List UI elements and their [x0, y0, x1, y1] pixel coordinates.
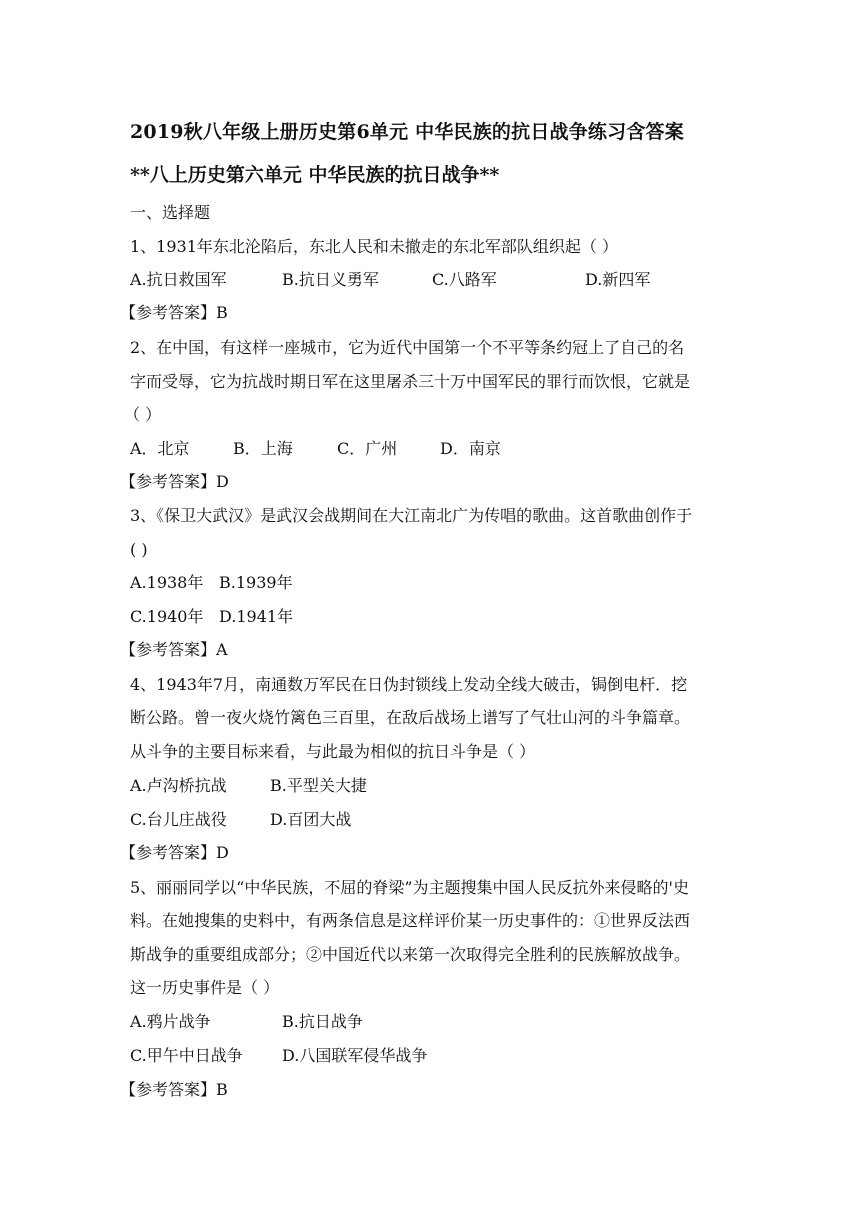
question-3-stem-line-1: 3、《保卫大武汉》是武汉会战期间在大江南北广为传唱的歌曲。这首歌曲创作于 — [130, 506, 693, 525]
question-4-stem-line-3: 从斗争的主要目标来看，与此最为相似的抗日斗争是（ ） — [130, 742, 536, 761]
answer-value: D — [216, 843, 229, 862]
answer-value: A — [216, 640, 228, 659]
question-2-answer — [120, 472, 229, 492]
question-4-answer — [120, 843, 229, 863]
question-3-option-d: D.1941年 — [219, 607, 294, 626]
question-2-stem-line-3: （ ） — [124, 405, 162, 424]
question-2-option-b: B．上海 — [233, 439, 293, 458]
question-1-option-a: A.抗日救国军 — [130, 270, 227, 289]
question-2-option-a: A．北京 — [130, 439, 190, 458]
question-1-option-d: D.新四军 — [585, 270, 651, 289]
question-5-option-d: D.八国联军侵华战争 — [282, 1046, 428, 1065]
question-3-answer — [120, 640, 228, 660]
question-3-option-a: A.1938年 — [130, 573, 204, 592]
question-5-option-a: A.鸦片战争 — [130, 1012, 211, 1031]
section-heading: 一、选择题 — [130, 203, 211, 222]
question-5-option-c: C.甲午中日战争 — [130, 1046, 243, 1065]
question-2-option-d: D．南京 — [440, 439, 501, 458]
question-3-option-b: B.1939年 — [219, 573, 293, 592]
question-5-stem-line-1: 5、丽丽同学以“中华民族，不屈的脊梁”为主题搜集中国人民反抗外来侵略的'史 — [130, 878, 689, 897]
question-1-stem: 1、1931年东北沦陷后，东北人民和未撤走的东北军部队组织起（ ） — [130, 237, 618, 256]
answer-label: 【参考答案】 — [120, 843, 217, 862]
question-4-option-b: B.平型关大捷 — [270, 776, 367, 795]
question-5-option-b: B.抗日战争 — [282, 1012, 363, 1031]
document-subtitle: **八上历史第六单元 中华民族的抗日战争** — [130, 164, 500, 186]
question-2-stem-line-2: 字而受辱，它为抗战时期日军在这里屠杀三十万中国军民的罪行而饮恨，它就是 — [130, 372, 691, 391]
question-1-option-c: C.八路军 — [432, 270, 497, 289]
question-4-stem-line-1: 4、1943年7月，南通数万军民在日伪封锁线上发动全线大破击，锔倒电杆．挖 — [130, 675, 688, 694]
question-4-stem-line-2: 断公路。曾一夜火烧竹篱色三百里，在敌后战场上谱写了气壮山河的斗争篇章。 — [130, 708, 691, 727]
question-4-option-c: C.台儿庄战役 — [130, 810, 227, 829]
question-1-option-b: B.抗日义勇军 — [282, 270, 379, 289]
question-4-option-a: A.卢沟桥抗战 — [130, 776, 227, 795]
answer-value: B — [216, 303, 228, 322]
question-2-stem-line-1: 2、在中国，有这样一座城市，它为近代中国第一个不平等条约冠上了自己的名 — [130, 338, 685, 357]
question-5-answer — [120, 1080, 228, 1100]
question-3-stem-line-2: ( ) — [130, 540, 148, 559]
question-5-stem-line-2: 料。在她搜集的史料中，有两条信息是这样评价某一历史事件的：①世界反法西 — [130, 911, 691, 930]
question-5-stem-line-4: 这一历史事件是（ ） — [130, 978, 280, 997]
question-5-stem-line-3: 斯战争的重要组成部分；②中国近代以来第一次取得完全胜利的民族解放战争。 — [130, 945, 691, 964]
document-title: 2019秋八年级上册历史第6单元 中华民族的抗日战争练习含答案 — [130, 121, 684, 143]
question-2-option-c: C．广州 — [337, 439, 398, 458]
answer-label: 【参考答案】 — [120, 472, 217, 491]
answer-value: B — [216, 1080, 228, 1099]
question-4-option-d: D.百团大战 — [270, 810, 352, 829]
question-3-option-c: C.1940年 — [130, 607, 204, 626]
answer-value: D — [216, 472, 229, 491]
question-1-answer — [120, 303, 228, 323]
answer-label: 【参考答案】 — [120, 1080, 217, 1099]
answer-label: 【参考答案】 — [120, 640, 217, 659]
answer-label: 【参考答案】 — [120, 303, 217, 322]
